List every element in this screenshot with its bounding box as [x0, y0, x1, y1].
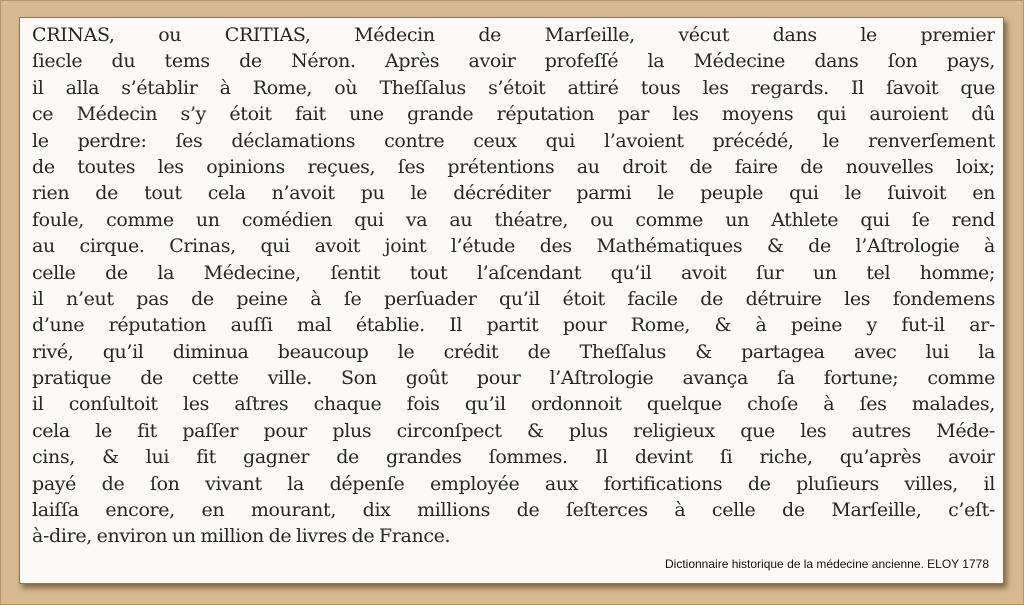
text-line: le perdre: ſes déclamations contre ceux qui l’avoient précédé, le renverſement [32, 129, 995, 152]
text-line: ſiecle du tems de Néron. Après avoir profeſſé la Médecine dans ſon pays, [32, 50, 995, 73]
text-line: rien de tout cela n’avoit pu le décréditer parmi le peuple qui le ſuivoit en [32, 182, 995, 205]
text-line: foule, comme un comédien qui va au théatre, ou comme un Athlete qui ſe rend [32, 208, 995, 231]
text-line: il alla s’établir à Rome, où Theſſalus s’étoit attiré tous les regards. Il ſavoit que [32, 76, 995, 99]
text-line: laiſſa encore, en mourant, dix millions de ſeſterces à celle de Marſeille, c’eſt- [32, 499, 995, 522]
text-line: d’une réputation auſſi mal établie. Il partit pour Rome, & à peine y fut-il ar- [32, 314, 995, 337]
text-line: ce Médecin s’y étoit fait une grande réputation par les moyens qui auroient dû [32, 103, 995, 126]
text-line: il conſultoit les aſtres chaque fois qu’il ordonnoit quelque choſe à ſes malades, [32, 393, 995, 416]
text-line: au cirque. Crinas, qui avoit joint l’étude des Mathématiques & de l’Aſtrologie à [32, 235, 995, 258]
text-line: cins, & lui fit gagner de grandes ſommes. Il devint ſi riche, qu’après avoir [32, 446, 995, 469]
text-line: CRINAS, ou CRITIAS, Médecin de Marſeille, vécut dans le premier [32, 24, 995, 46]
text-line: pratique de cette ville. Son goût pour l’Aſtrologie avança ſa fortune; comme [32, 367, 995, 390]
text-line: de toutes les opinions reçues, ſes prétentions au droit de faire de nouvelles loix; [32, 155, 995, 178]
text-line: celle de la Médecine, ſentit tout l’aſcendant qu’il avoit ſur un tel homme; [32, 261, 995, 284]
text-line: il n’eut pas de peine à ſe perſuader qu’il étoit facile de détruire les fondemens [32, 287, 995, 310]
body-text [32, 22, 995, 550]
text-line: rivé, qu’il diminua beaucoup le crédit de Theſſalus & partagea avec lui la [32, 340, 995, 363]
text-line: cela le fit paſſer pour plus circonſpect & plus religieux que les autres Méde- [32, 419, 995, 442]
scanned-page [19, 17, 1004, 584]
source-caption: Dictionnaire historique de la médecine ancienne. ELOY 1778 [665, 557, 989, 571]
text-line: payé de ſon vivant la dépenſe employée aux fortifications de pluſieurs villes, il [32, 472, 995, 495]
text-line-last: à-dire, environ un million de livres de France. [32, 525, 451, 548]
